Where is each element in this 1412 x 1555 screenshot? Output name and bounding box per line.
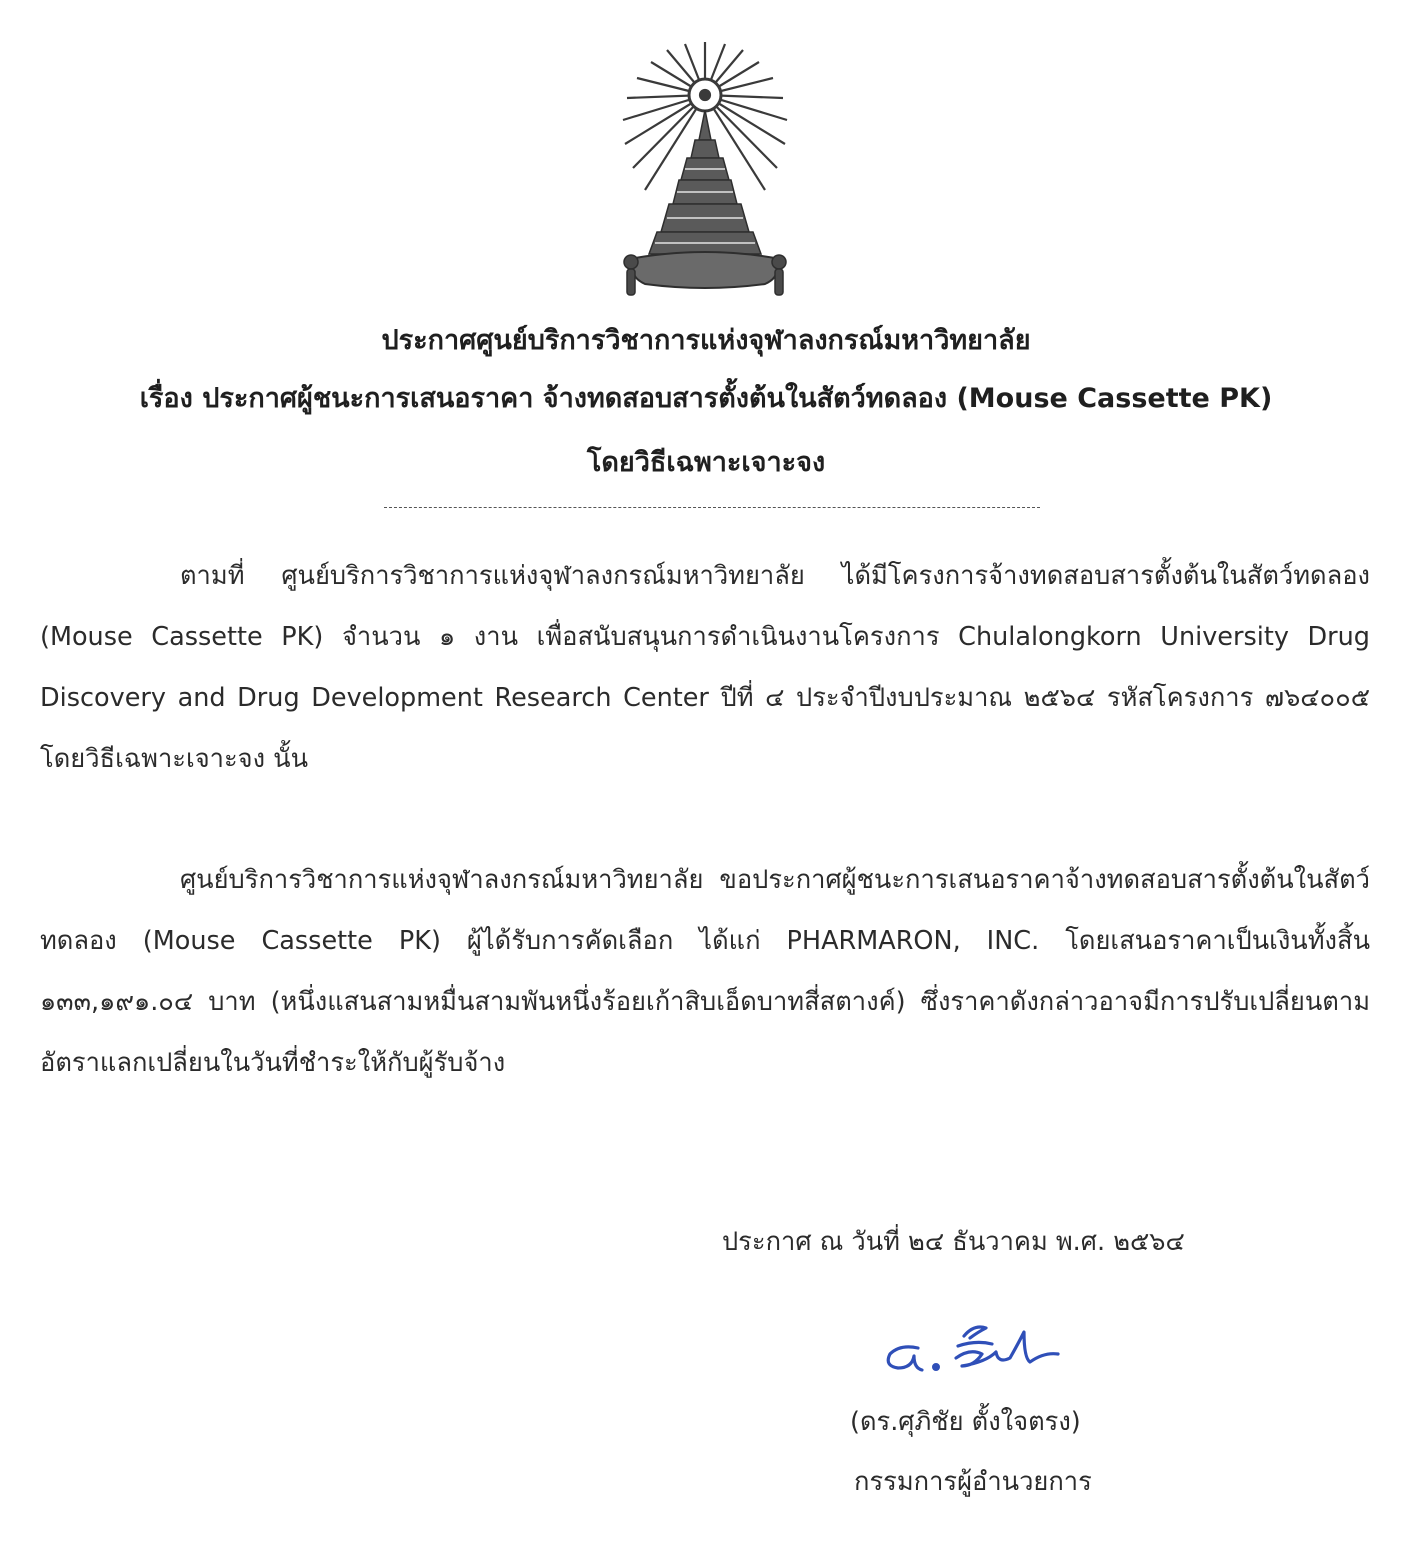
emblem-crown: [649, 110, 761, 254]
dashed-divider: [384, 507, 1040, 508]
announcement-subject: เรื่อง ประกาศผู้ชนะการเสนอราคา จ้างทดสอบสารตั้งต้นในสัตว์ทดลอง (Mouse Cassette PK): [139, 383, 1273, 414]
procurement-method: โดยวิธีเฉพาะเจาะจง: [586, 447, 826, 478]
signer-name: (ดร.ศุภิชัย ตั้งใจตรง): [850, 1407, 1081, 1437]
body-paragraph-2: ศูนย์บริการวิชาการแห่งจุฬาลงกรณ์มหาวิทยาลัย ขอประกาศผู้ชนะการเสนอราคาจ้างทดสอบสารตั้งต้นในสัตว์ทดลอง (Mouse Cassette PK) ผู้ได้รับการคัดเลือก ได้แก่ PHARMARON, INC. โดยเสนอราคาเป็นเงินทั้งสิ้น ๑๓๓,๑๙๑.๐๔ บาท (หนึ่งแสนสามหมื่นสามพันหนึ่งร้อยเก้าสิบเอ็ดบาทสี่สตางค์) ซึ่งราคาดังกล่าวอาจมีการปรับเปลี่ยนตามอัตราแลกเปลี่ยนในวันที่ชำระให้กับผู้รับจ้าง: [40, 865, 1370, 1078]
body-paragraph-1: ตามที่ ศูนย์บริการวิชาการแห่งจุฬาลงกรณ์มหาวิทยาลัย ได้มีโครงการจ้างทดสอบสารตั้งต้นในสัตว์ทดลอง (Mouse Cassette PK) จำนวน ๑ งาน เพื่อสนับสนุนการดำเนินงานโครงการ Chulalongkorn University Drug Discovery and Drug Development Research Center ปีที่ ๔ ประจำปีงบประมาณ ๒๕๖๔ รหัสโครงการ ๗๖๔๐๐๕ โดยวิธีเฉพาะเจาะจง นั้น: [40, 561, 1370, 774]
announcement-heading: ประกาศศูนย์บริการวิชาการแห่งจุฬาลงกรณ์มหาวิทยาลัย: [381, 325, 1031, 356]
handwritten-signature: [878, 1318, 1068, 1382]
chulalongkorn-emblem-logo: [615, 40, 795, 302]
signer-title: กรรมการผู้อำนวยการ: [854, 1467, 1092, 1497]
announcement-date: ประกาศ ณ วันที่ ๒๔ ธันวาคม พ.ศ. ๒๕๖๔: [722, 1227, 1185, 1257]
emblem-cushion: [633, 252, 778, 288]
